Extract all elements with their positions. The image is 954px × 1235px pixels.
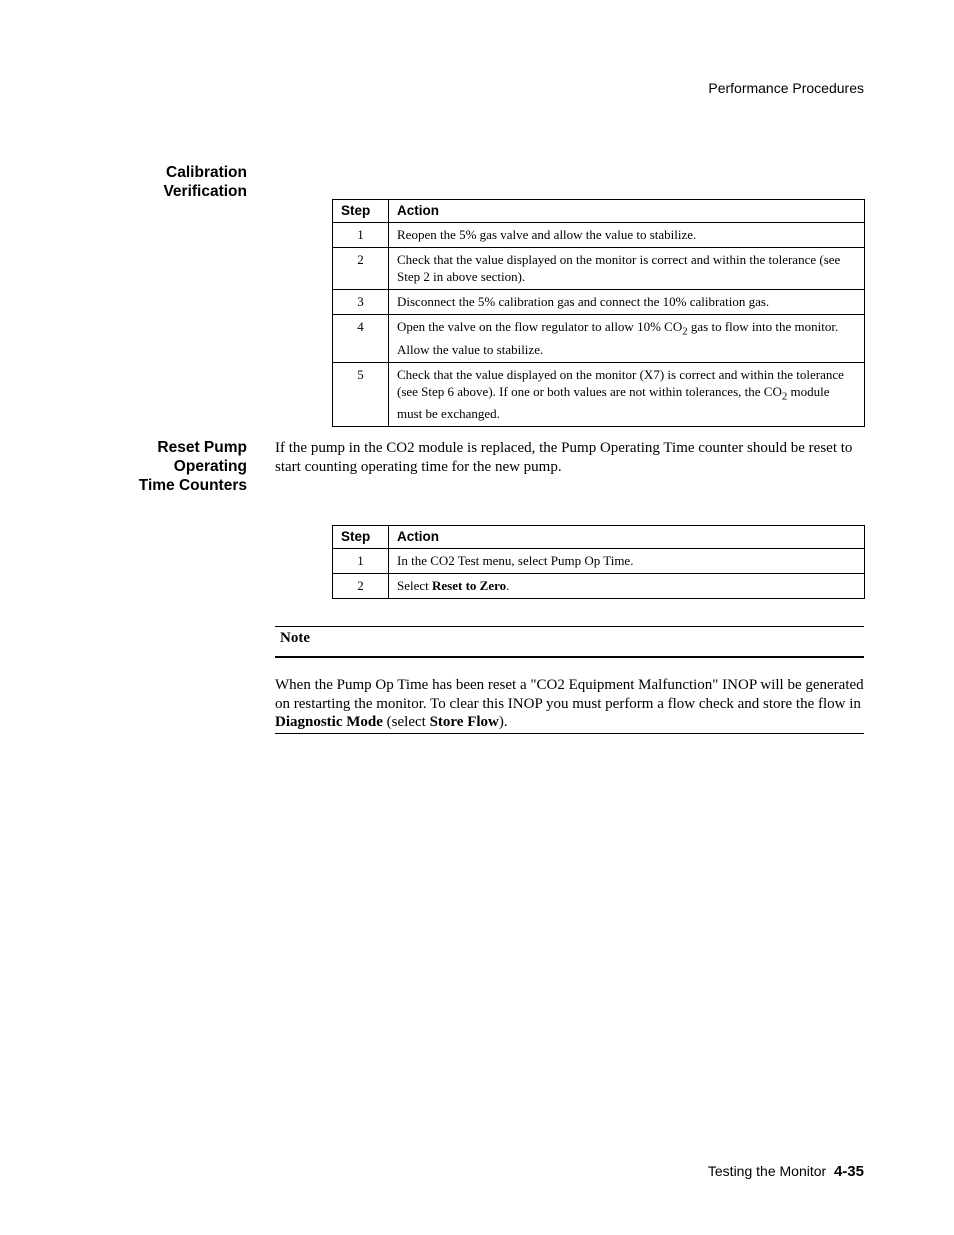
step-number: 5 <box>333 362 389 427</box>
step-number: 3 <box>333 290 389 315</box>
table-row <box>333 574 865 599</box>
heading-line: Reset Pump <box>157 439 247 456</box>
step-number: 2 <box>333 248 389 290</box>
subscript: 2 <box>682 325 688 338</box>
note-body: When the Pump Op Time has been reset a "CO2 Equipment Malfunction" INOP will be generated on restarting the monitor. To clear this INOP you must perform a flow check and store the flow in Diagnostic Mode (select Store Flow). <box>275 677 864 730</box>
calibration-steps-table <box>332 199 865 427</box>
step-number: 2 <box>333 574 389 599</box>
step-action: Select Reset to Zero. <box>389 574 865 599</box>
table-header-row <box>333 200 865 223</box>
action-column-header: Action <box>389 200 865 223</box>
step-action: Disconnect the 5% calibration gas and connect the 10% calibration gas. <box>389 290 865 315</box>
page-number: 4-35 <box>833 1163 864 1180</box>
bold-term: Diagnostic Mode <box>275 714 383 730</box>
table-row <box>333 223 865 248</box>
step-column-header: Step <box>333 200 389 223</box>
step-action: In the CO2 Test menu, select Pump Op Time. <box>389 549 865 574</box>
reset-steps-table <box>332 525 865 599</box>
table-row <box>333 549 865 574</box>
step-action: Check that the value displayed on the monitor (X7) is correct and within the tolerance (see Step 6 above). If one or both values are not within tolerances, the $CO_2$ module must be exchanged. <box>389 362 865 427</box>
step-action: Open the valve on the flow regulator to allow 10% $CO_2$ gas to flow into the monitor. Allow the value to stabilize. <box>389 315 865 363</box>
heading-line: Calibration <box>166 164 247 181</box>
note-heading-rule <box>275 656 864 658</box>
note-bottom-rule <box>275 733 864 734</box>
step-action: Check that the value displayed on the monitor is correct and within the tolerance (see Step 2 in above section). <box>389 248 865 290</box>
table-row <box>333 290 865 315</box>
subscript: 2 <box>781 390 788 403</box>
calibration-verification-heading <box>163 163 247 201</box>
table-row <box>333 248 865 290</box>
table-row <box>333 315 865 363</box>
heading-line: Time Counters <box>138 477 247 494</box>
bold-term: Reset to Zero <box>432 578 507 593</box>
heading-line: Verification <box>163 183 247 200</box>
step-number: 1 <box>333 223 389 248</box>
note-title: Note <box>280 630 310 646</box>
step-action: Reopen the 5% gas valve and allow the value to stabilize. <box>389 223 865 248</box>
heading-line: Operating <box>173 458 247 475</box>
running-header: Performance Procedures <box>708 80 864 96</box>
table-row <box>333 362 865 427</box>
action-column-header: Action <box>389 526 865 549</box>
reset-intro-paragraph: If the pump in the CO2 module is replaced, the Pump Operating Time counter should be reset to start counting operating time for the new pump. <box>275 440 853 475</box>
step-column-header: Step <box>333 526 389 549</box>
footer-label: Testing the Monitor <box>707 1163 827 1179</box>
note-top-rule <box>275 626 864 627</box>
step-number: 4 <box>333 315 389 363</box>
step-number: 1 <box>333 549 389 574</box>
table-header-row <box>333 526 865 549</box>
page-footer <box>708 1163 864 1180</box>
reset-pump-heading <box>139 438 247 495</box>
bold-term: Store Flow <box>429 714 499 730</box>
